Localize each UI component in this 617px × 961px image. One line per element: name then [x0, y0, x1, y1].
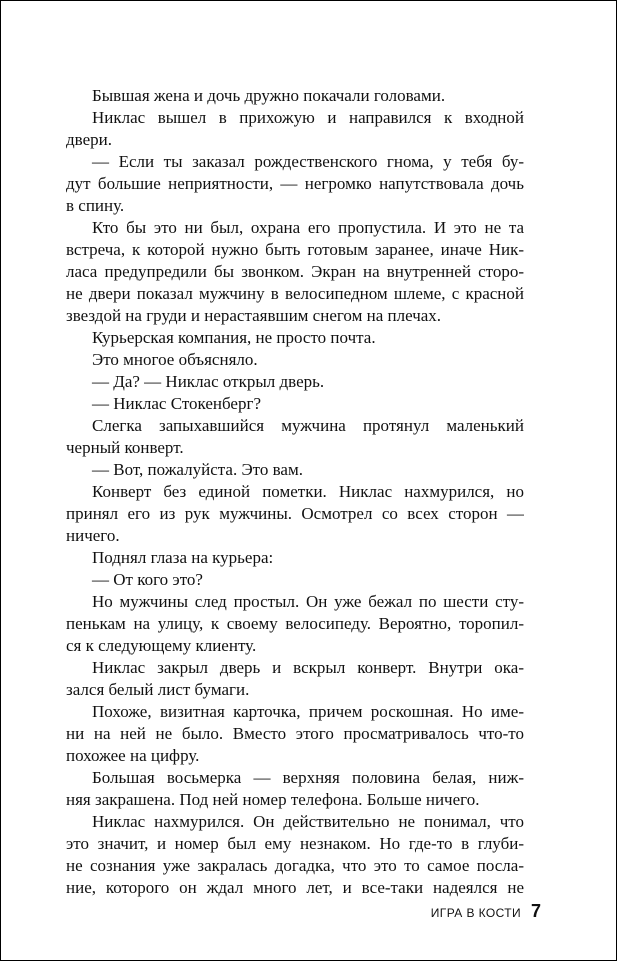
text-line: Кто бы это ни был, охрана его пропустила. И это не та: [92, 218, 524, 237]
text-line: ничего.: [66, 526, 120, 545]
text-line: встреча, к которой нужно быть готовым заранее, иначе Ник-: [66, 240, 524, 259]
body-text: [66, 85, 524, 899]
text-line: Похоже, визитная карточка, причем роскошная. Но име-: [92, 702, 524, 721]
text-line: Но мужчины след простыл. Он уже бежал по шести сту-: [92, 592, 524, 611]
text-line: не сознания уже закралась догадка, что это то самое посла-: [66, 856, 524, 875]
text-line: Поднял глаза на курьера:: [92, 548, 274, 567]
text-line: ни на ней не было. Вместо этого просматривалось что-то: [66, 724, 524, 743]
text-line: Бывшая жена и дочь дружно покачали головами.: [92, 86, 446, 105]
text-line: Конверт без единой пометки. Никлас нахмурился, но: [92, 482, 524, 501]
text-line: в спину.: [66, 196, 125, 215]
text-line: звездой на груди и нерастаявшим снегом на плечах.: [66, 306, 442, 325]
text-line: двери.: [66, 130, 112, 149]
page-number: 7: [531, 901, 542, 921]
text-line: Это многое объясняло.: [92, 350, 258, 369]
text-line: — Никлас Стокенберг?: [92, 394, 261, 413]
text-line: — Вот, пожалуйста. Это вам.: [92, 460, 303, 479]
text-line: зался белый лист бумаги.: [66, 680, 250, 699]
text-line: Слегка запыхавшийся мужчина протянул маленький: [92, 416, 524, 435]
text-line: похожее на цифру.: [66, 746, 200, 765]
text-line: Курьерская компания, не просто почта.: [92, 328, 376, 347]
text-line: — От кого это?: [92, 570, 203, 589]
text-line: пенькам на улицу, к своему велосипеду. Вероятно, торопил-: [66, 614, 524, 633]
text-line: Никлас закрыл дверь и вскрыл конверт. Внутри ока-: [92, 658, 524, 677]
running-title: ИГРА В КОСТИ: [430, 906, 521, 920]
text-line: — Если ты заказал рождественского гнома, у тебя бу-: [92, 152, 524, 171]
text-line: ся к следующему клиенту.: [66, 636, 257, 655]
text-line: дут большие неприятности, — негромко напутствовала дочь: [66, 174, 524, 193]
text-line: это значит, и номер был ему незнаком. Но где-то в глуби-: [66, 834, 524, 853]
text-line: ласа предупредили бы звонком. Экран на внутренней сторо-: [66, 262, 524, 281]
text-line: няя закрашена. Под ней номер телефона. Больше ничего.: [66, 790, 480, 809]
text-line: не двери показал мужчину в велосипедном шлеме, с красной: [66, 284, 524, 303]
text-line: Большая восьмерка — верхняя половина белая, ниж-: [92, 768, 524, 787]
text-line: ние, которого он ждал много лет, и все-таки надеялся не: [66, 878, 524, 897]
text-line: Никлас нахмурился. Он действительно не понимал, что: [92, 812, 524, 831]
text-line: — Да? — Никлас открыл дверь.: [92, 372, 325, 391]
text-line: Никлас вышел в прихожую и направился к входной: [92, 108, 524, 127]
text-line: принял его из рук мужчины. Осмотрел со всех сторон —: [66, 504, 524, 523]
text-line: черный конверт.: [66, 438, 184, 457]
